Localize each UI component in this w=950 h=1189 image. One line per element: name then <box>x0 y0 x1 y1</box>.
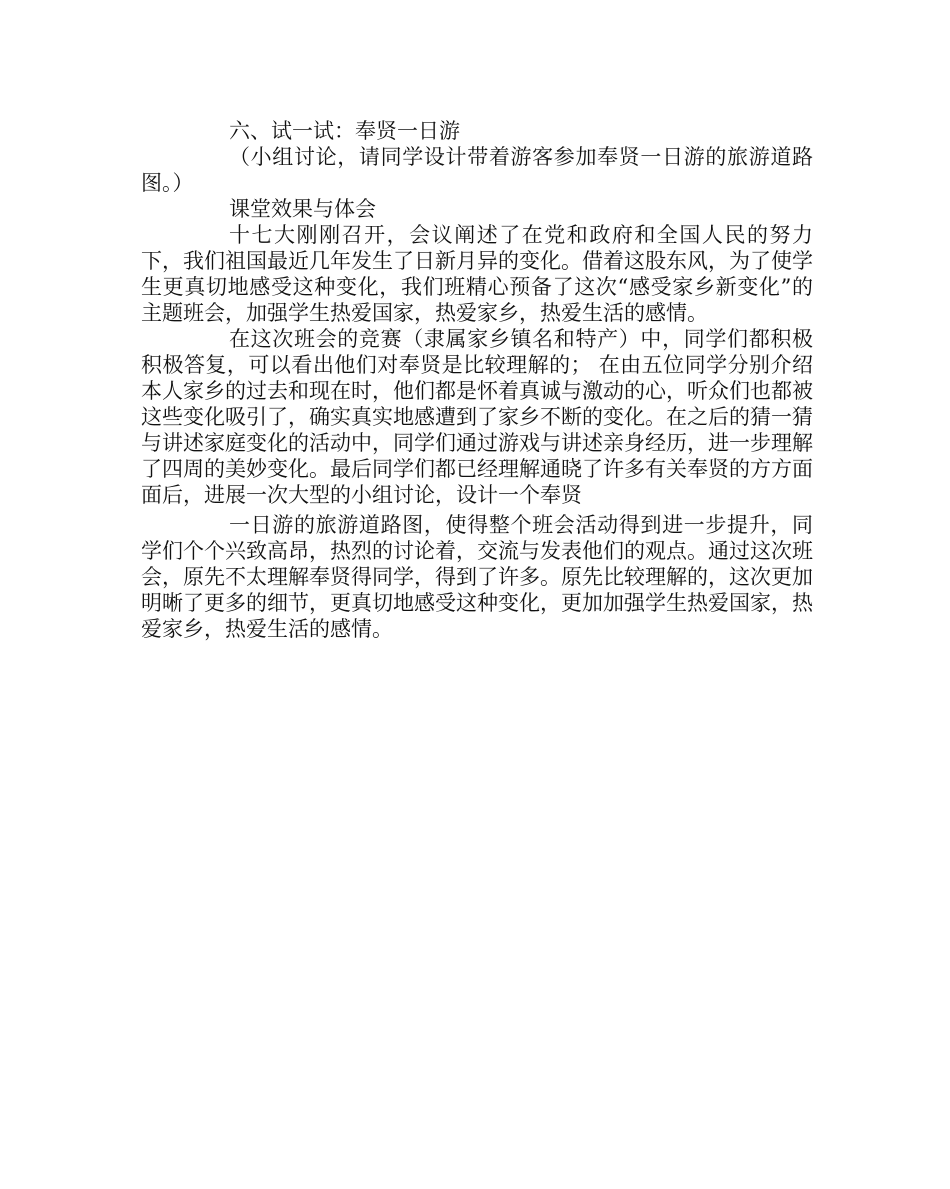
subsection-heading: 课堂效果与体会 <box>229 197 376 221</box>
document-body <box>141 118 813 642</box>
section-heading: 六、试一试：奉贤一日游 <box>229 119 460 143</box>
body-paragraph: 一日游的旅游道路图，使得整个班会活动得到进一步提升，同学们个个兴致高昂，热烈的讨论着，交流与发表他们的观点。通过这次班会，原先不太理解奉贤得同学，得到了许多。原先比较理解的，这次更加明晰了更多的细节，更真切地感受这种变化，更加加强学生热爱国家，热爱家乡，热爱生活的感情。 <box>141 513 813 641</box>
discussion-note: （小组讨论，请同学设计带着游客参加奉贤一日游的旅游道路图。） <box>141 145 813 195</box>
body-paragraph: 十七大刚刚召开，会议阐述了在党和政府和全国人民的努力下，我们祖国最近几年发生了日新月异的变化。借着这股东风，为了使学生更真切地感受这种变化，我们班精心预备了这次“感受家乡新变化”的主题班会，加强学生热爱国家，热爱家乡，热爱生活的感情。 <box>141 223 813 325</box>
body-paragraph: 在这次班会的竞赛（隶属家乡镇名和特产）中，同学们都积极积极答复，可以看出他们对奉贤是比较理解的； 在由五位同学分别介绍本人家乡的过去和现在时，他们都是怀着真诚与激动的心，听众们也都被这些变化吸引了，确实真实地感遭到了家乡不断的变化。在之后的猜一猜与讲述家庭变化的活动中，同学们通过游戏与讲述亲身经历，进一步理解了四周的美妙变化。最后同学们都已经理解通晓了许多有关奉贤的方方面面后，进展一次大型的小组讨论，设计一个奉贤 <box>141 327 813 507</box>
